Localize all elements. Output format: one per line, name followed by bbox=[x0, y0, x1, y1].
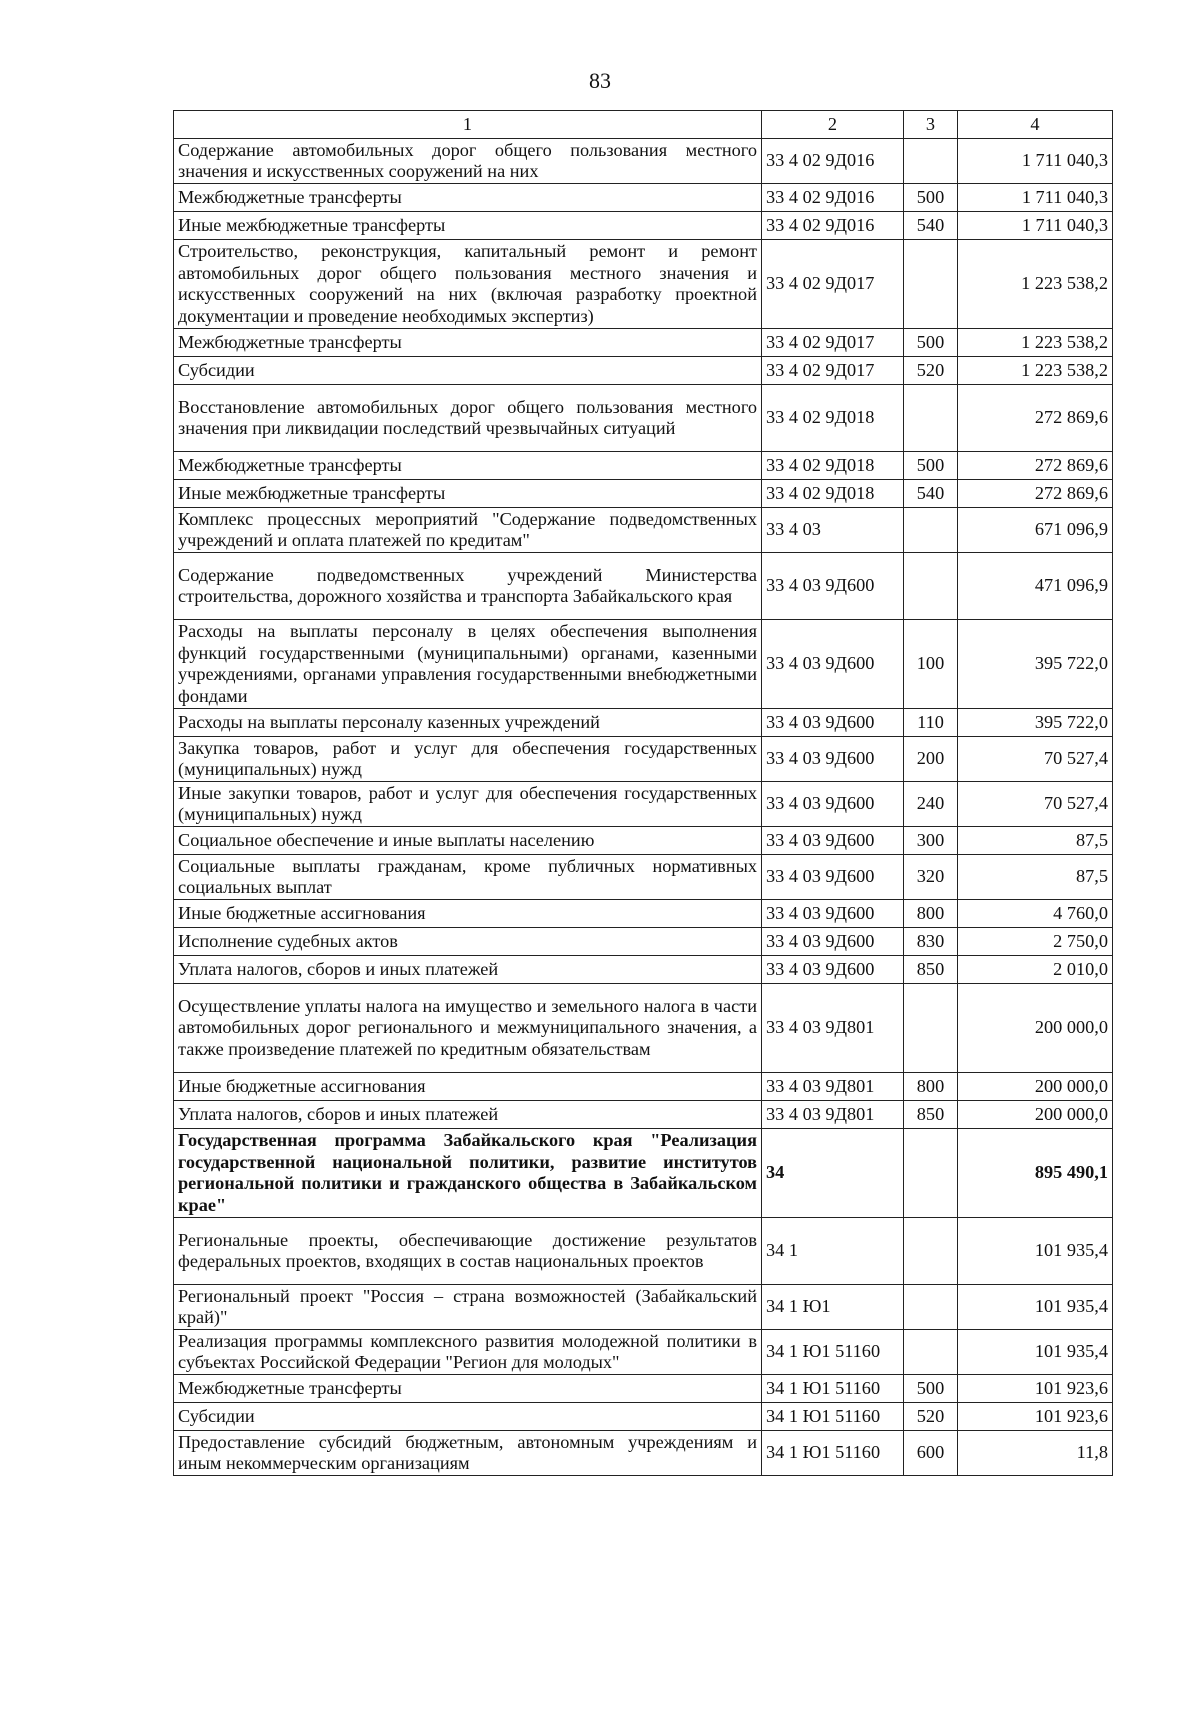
row-amount-cell: 200 000,0 bbox=[958, 1101, 1113, 1129]
row-code-cell: 33 4 02 9Д016 bbox=[762, 212, 904, 240]
row-amount-cell: 272 869,6 bbox=[958, 452, 1113, 480]
row-name-cell: Межбюджетные трансферты bbox=[174, 184, 762, 212]
row-amount-cell: 1 711 040,3 bbox=[958, 184, 1113, 212]
table-row bbox=[174, 240, 1113, 329]
table-row bbox=[174, 184, 1113, 212]
row-code-cell: 33 4 02 9Д017 bbox=[762, 240, 904, 329]
row-amount-cell: 272 869,6 bbox=[958, 385, 1113, 452]
row-type-cell bbox=[904, 508, 958, 553]
row-name-cell: Исполнение судебных актов bbox=[174, 928, 762, 956]
row-code-cell: 33 4 03 9Д801 bbox=[762, 1073, 904, 1101]
budget-table bbox=[173, 110, 1113, 1476]
table-row bbox=[174, 827, 1113, 855]
row-name-cell: Расходы на выплаты персоналу в целях обеспечения выполнения функций государственными (муниципальными) органами, казенными учреждениями, органами управления государственными внебюджетными фондами bbox=[174, 620, 762, 709]
row-name-cell: Иные бюджетные ассигнования bbox=[174, 1073, 762, 1101]
row-code-cell: 33 4 03 9Д600 bbox=[762, 782, 904, 827]
column-header-amount: 4 bbox=[958, 111, 1113, 139]
table-row bbox=[174, 357, 1113, 385]
row-name-cell: Комплекс процессных мероприятий "Содержание подведомственных учреждений и оплата платежей по кредитам" bbox=[174, 508, 762, 553]
row-code-cell: 33 4 02 9Д018 bbox=[762, 385, 904, 452]
row-code-cell: 34 1 bbox=[762, 1218, 904, 1285]
table-row bbox=[174, 900, 1113, 928]
table-row bbox=[174, 508, 1113, 553]
column-header-name: 1 bbox=[174, 111, 762, 139]
row-code-cell: 33 4 02 9Д017 bbox=[762, 357, 904, 385]
row-code-cell: 34 bbox=[762, 1129, 904, 1218]
table-body bbox=[174, 139, 1113, 1476]
row-amount-cell: 101 935,4 bbox=[958, 1285, 1113, 1330]
row-code-cell: 33 4 03 9Д600 bbox=[762, 855, 904, 900]
row-code-cell: 33 4 02 9Д016 bbox=[762, 139, 904, 184]
row-name-cell: Реализация программы комплексного развития молодежной политики в субъектах Российской Федерации "Регион для молодых" bbox=[174, 1330, 762, 1375]
row-name-cell: Социальные выплаты гражданам, кроме публичных нормативных социальных выплат bbox=[174, 855, 762, 900]
row-type-cell: 540 bbox=[904, 212, 958, 240]
table-row bbox=[174, 212, 1113, 240]
row-code-cell: 33 4 03 bbox=[762, 508, 904, 553]
row-amount-cell: 87,5 bbox=[958, 855, 1113, 900]
row-type-cell: 500 bbox=[904, 452, 958, 480]
table-row bbox=[174, 928, 1113, 956]
row-name-cell: Социальное обеспечение и иные выплаты населению bbox=[174, 827, 762, 855]
row-code-cell: 34 1 Ю1 51160 bbox=[762, 1330, 904, 1375]
row-type-cell: 850 bbox=[904, 1101, 958, 1129]
row-name-cell: Строительство, реконструкция, капитальный ремонт и ремонт автомобильных дорог общего пользования местного значения и искусственных сооружений на них (включая разработку проектной документации и проведение необходимых экспертиз) bbox=[174, 240, 762, 329]
row-name-cell: Межбюджетные трансферты bbox=[174, 329, 762, 357]
row-code-cell: 33 4 02 9Д016 bbox=[762, 184, 904, 212]
row-type-cell: 200 bbox=[904, 737, 958, 782]
column-header-code: 2 bbox=[762, 111, 904, 139]
row-name-cell: Иные бюджетные ассигнования bbox=[174, 900, 762, 928]
row-type-cell bbox=[904, 1285, 958, 1330]
table-row bbox=[174, 709, 1113, 737]
row-amount-cell: 101 935,4 bbox=[958, 1330, 1113, 1375]
row-code-cell: 34 1 Ю1 bbox=[762, 1285, 904, 1330]
table-row bbox=[174, 1431, 1113, 1476]
row-code-cell: 34 1 Ю1 51160 bbox=[762, 1403, 904, 1431]
row-code-cell: 33 4 03 9Д801 bbox=[762, 984, 904, 1073]
row-type-cell: 830 bbox=[904, 928, 958, 956]
row-amount-cell: 895 490,1 bbox=[958, 1129, 1113, 1218]
table-row bbox=[174, 385, 1113, 452]
row-type-cell: 240 bbox=[904, 782, 958, 827]
row-type-cell: 800 bbox=[904, 900, 958, 928]
table-row bbox=[174, 480, 1113, 508]
table-row bbox=[174, 1403, 1113, 1431]
row-type-cell: 500 bbox=[904, 329, 958, 357]
row-amount-cell: 70 527,4 bbox=[958, 782, 1113, 827]
row-amount-cell: 1 711 040,3 bbox=[958, 139, 1113, 184]
row-name-cell: Осуществление уплаты налога на имущество и земельного налога в части автомобильных дорог регионального и межмуниципального значения, а также произведение платежей по кредитным обязательствам bbox=[174, 984, 762, 1073]
row-code-cell: 33 4 03 9Д600 bbox=[762, 553, 904, 620]
row-amount-cell: 2 750,0 bbox=[958, 928, 1113, 956]
row-amount-cell: 101 923,6 bbox=[958, 1375, 1113, 1403]
row-amount-cell: 200 000,0 bbox=[958, 1073, 1113, 1101]
table-row bbox=[174, 1129, 1113, 1218]
row-code-cell: 33 4 03 9Д600 bbox=[762, 737, 904, 782]
row-type-cell bbox=[904, 553, 958, 620]
row-amount-cell: 1 223 538,2 bbox=[958, 357, 1113, 385]
row-amount-cell: 87,5 bbox=[958, 827, 1113, 855]
row-code-cell: 33 4 03 9Д801 bbox=[762, 1101, 904, 1129]
row-amount-cell: 70 527,4 bbox=[958, 737, 1113, 782]
table-row bbox=[174, 1375, 1113, 1403]
table-row bbox=[174, 1218, 1113, 1285]
row-name-cell: Региональный проект "Россия – страна возможностей (Забайкальский край)" bbox=[174, 1285, 762, 1330]
row-type-cell bbox=[904, 139, 958, 184]
table-row bbox=[174, 855, 1113, 900]
table-header-row bbox=[174, 111, 1113, 139]
row-code-cell: 33 4 03 9Д600 bbox=[762, 928, 904, 956]
row-type-cell bbox=[904, 385, 958, 452]
row-name-cell: Иные межбюджетные трансферты bbox=[174, 212, 762, 240]
row-name-cell: Предоставление субсидий бюджетным, автономным учреждениям и иным некоммерческим организациям bbox=[174, 1431, 762, 1476]
row-code-cell: 34 1 Ю1 51160 bbox=[762, 1431, 904, 1476]
row-name-cell: Расходы на выплаты персоналу казенных учреждений bbox=[174, 709, 762, 737]
table-row bbox=[174, 1073, 1113, 1101]
row-code-cell: 33 4 02 9Д018 bbox=[762, 480, 904, 508]
row-type-cell: 500 bbox=[904, 1375, 958, 1403]
row-amount-cell: 4 760,0 bbox=[958, 900, 1113, 928]
row-name-cell: Закупка товаров, работ и услуг для обеспечения государственных (муниципальных) нужд bbox=[174, 737, 762, 782]
page-number: 83 bbox=[589, 68, 611, 93]
row-amount-cell: 1 223 538,2 bbox=[958, 240, 1113, 329]
row-amount-cell: 395 722,0 bbox=[958, 620, 1113, 709]
table-row bbox=[174, 1285, 1113, 1330]
row-type-cell bbox=[904, 1129, 958, 1218]
row-name-cell: Межбюджетные трансферты bbox=[174, 452, 762, 480]
row-code-cell: 33 4 02 9Д018 bbox=[762, 452, 904, 480]
column-header-type: 3 bbox=[904, 111, 958, 139]
table-row bbox=[174, 139, 1113, 184]
row-code-cell: 33 4 03 9Д600 bbox=[762, 956, 904, 984]
row-amount-cell: 671 096,9 bbox=[958, 508, 1113, 553]
row-name-cell: Содержание подведомственных учреждений Министерства строительства, дорожного хозяйства и транспорта Забайкальского края bbox=[174, 553, 762, 620]
row-name-cell: Иные межбюджетные трансферты bbox=[174, 480, 762, 508]
row-type-cell: 850 bbox=[904, 956, 958, 984]
row-name-cell: Содержание автомобильных дорог общего пользования местного значения и искусственных сооружений на них bbox=[174, 139, 762, 184]
row-code-cell: 33 4 03 9Д600 bbox=[762, 709, 904, 737]
row-amount-cell: 101 923,6 bbox=[958, 1403, 1113, 1431]
row-amount-cell: 1 711 040,3 bbox=[958, 212, 1113, 240]
row-type-cell: 110 bbox=[904, 709, 958, 737]
row-name-cell: Государственная программа Забайкальского края "Реализация государственной национальной политики, развитие институтов региональной политики и гражданского общества в Забайкальском крае" bbox=[174, 1129, 762, 1218]
row-code-cell: 33 4 03 9Д600 bbox=[762, 827, 904, 855]
row-amount-cell: 272 869,6 bbox=[958, 480, 1113, 508]
row-amount-cell: 11,8 bbox=[958, 1431, 1113, 1476]
row-name-cell: Уплата налогов, сборов и иных платежей bbox=[174, 956, 762, 984]
row-type-cell: 320 bbox=[904, 855, 958, 900]
row-amount-cell: 395 722,0 bbox=[958, 709, 1113, 737]
row-type-cell: 520 bbox=[904, 357, 958, 385]
row-amount-cell: 200 000,0 bbox=[958, 984, 1113, 1073]
table-row bbox=[174, 956, 1113, 984]
row-type-cell: 300 bbox=[904, 827, 958, 855]
table-row bbox=[174, 553, 1113, 620]
row-name-cell: Восстановление автомобильных дорог общего пользования местного значения при ликвидации последствий чрезвычайных ситуаций bbox=[174, 385, 762, 452]
table-row bbox=[174, 620, 1113, 709]
row-name-cell: Уплата налогов, сборов и иных платежей bbox=[174, 1101, 762, 1129]
row-type-cell: 520 bbox=[904, 1403, 958, 1431]
row-code-cell: 33 4 03 9Д600 bbox=[762, 900, 904, 928]
row-code-cell: 33 4 03 9Д600 bbox=[762, 620, 904, 709]
row-type-cell: 500 bbox=[904, 184, 958, 212]
row-type-cell bbox=[904, 240, 958, 329]
table-row bbox=[174, 984, 1113, 1073]
row-type-cell: 100 bbox=[904, 620, 958, 709]
row-type-cell bbox=[904, 984, 958, 1073]
row-name-cell: Иные закупки товаров, работ и услуг для обеспечения государственных (муниципальных) нужд bbox=[174, 782, 762, 827]
row-name-cell: Субсидии bbox=[174, 1403, 762, 1431]
row-type-cell: 800 bbox=[904, 1073, 958, 1101]
row-name-cell: Региональные проекты, обеспечивающие достижение результатов федеральных проектов, входящих в состав национальных проектов bbox=[174, 1218, 762, 1285]
row-code-cell: 34 1 Ю1 51160 bbox=[762, 1375, 904, 1403]
table-row bbox=[174, 782, 1113, 827]
table-row bbox=[174, 329, 1113, 357]
row-name-cell: Межбюджетные трансферты bbox=[174, 1375, 762, 1403]
row-type-cell: 540 bbox=[904, 480, 958, 508]
table-row bbox=[174, 737, 1113, 782]
row-type-cell bbox=[904, 1330, 958, 1375]
row-code-cell: 33 4 02 9Д017 bbox=[762, 329, 904, 357]
table-row bbox=[174, 452, 1113, 480]
table-row bbox=[174, 1101, 1113, 1129]
row-type-cell bbox=[904, 1218, 958, 1285]
row-amount-cell: 1 223 538,2 bbox=[958, 329, 1113, 357]
row-amount-cell: 101 935,4 bbox=[958, 1218, 1113, 1285]
row-type-cell: 600 bbox=[904, 1431, 958, 1476]
row-amount-cell: 471 096,9 bbox=[958, 553, 1113, 620]
table-row bbox=[174, 1330, 1113, 1375]
row-amount-cell: 2 010,0 bbox=[958, 956, 1113, 984]
row-name-cell: Субсидии bbox=[174, 357, 762, 385]
